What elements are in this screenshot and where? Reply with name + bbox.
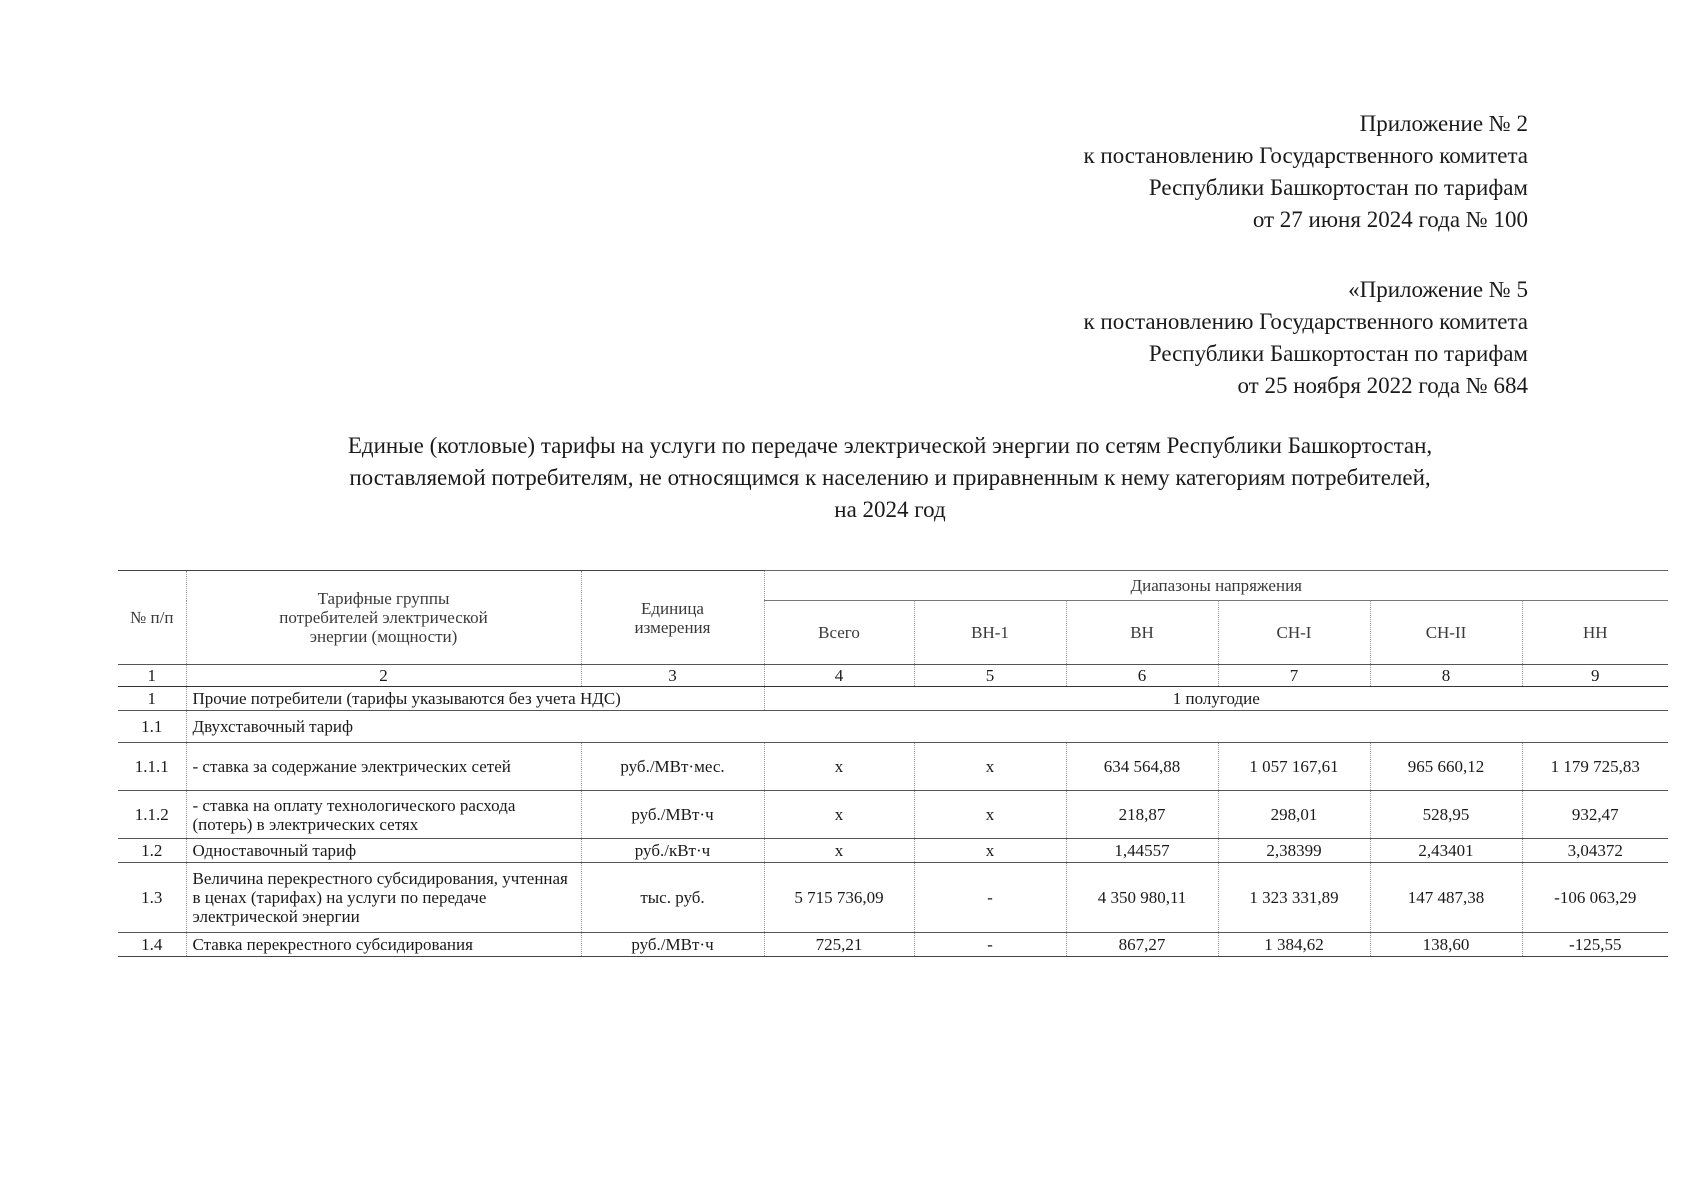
table-row	[118, 743, 1668, 791]
row-num: 1	[118, 687, 186, 711]
cell-vn1: х	[914, 743, 1066, 791]
cell-total: 725,21	[764, 933, 914, 957]
appendix-line: Приложение № 2	[1359, 111, 1528, 136]
cell-nn: 932,47	[1522, 791, 1668, 839]
cell-total: 5 715 736,09	[764, 863, 914, 933]
cell-sn2: 147 487,38	[1370, 863, 1522, 933]
cell-sn2: 2,43401	[1370, 839, 1522, 863]
cell-vn: 4 350 980,11	[1066, 863, 1218, 933]
table-row	[118, 839, 1668, 863]
appendix-line: Республики Башкортостан по тарифам	[1148, 341, 1528, 366]
section-label: Прочие потребители (тарифы указываются без учета НДС)	[186, 687, 764, 711]
appendix-line: к постановлению Государственного комитета	[1083, 309, 1528, 334]
row-num: 1.3	[118, 863, 186, 933]
column-number: 4	[764, 665, 914, 687]
column-number: 9	[1522, 665, 1668, 687]
column-number: 6	[1066, 665, 1218, 687]
cell-sn1: 298,01	[1218, 791, 1370, 839]
table-header-row	[118, 571, 1668, 601]
header-sn1: СН-I	[1218, 601, 1370, 665]
title-line: на 2024 год	[834, 497, 946, 522]
header-nn: НН	[1522, 601, 1668, 665]
cell-total: х	[764, 743, 914, 791]
table-row	[118, 791, 1668, 839]
header-sn2: СН-II	[1370, 601, 1522, 665]
row-num: 1.1.1	[118, 743, 186, 791]
column-number: 1	[118, 665, 186, 687]
cell-vn: 867,27	[1066, 933, 1218, 957]
document-title	[180, 430, 1600, 526]
header-num: № п/п	[118, 571, 186, 665]
cell-vn1: х	[914, 839, 1066, 863]
row-label: Величина перекрестного субсидирования, учтенная в ценах (тарифах) на услуги по передаче электрической энергии	[186, 863, 581, 933]
row-num: 1.4	[118, 933, 186, 957]
cell-sn1: 1 057 167,61	[1218, 743, 1370, 791]
cell-nn: -125,55	[1522, 933, 1668, 957]
column-number-row	[118, 665, 1668, 687]
appendix-line: к постановлению Государственного комитета	[1083, 143, 1528, 168]
table-row	[118, 933, 1668, 957]
cell-nn: -106 063,29	[1522, 863, 1668, 933]
header-consumer-groups: Тарифные группы потребителей электрической энергии (мощности)	[186, 571, 581, 665]
period-label: 1 полугодие	[764, 687, 1668, 711]
title-line: Единые (котловые) тарифы на услуги по передаче электрической энергии по сетям Республики Башкортостан,	[347, 433, 1433, 458]
row-num: 1.1	[118, 711, 186, 743]
header-vn: ВН	[1066, 601, 1218, 665]
cell-sn1: 1 384,62	[1218, 933, 1370, 957]
title-line: поставляемой потребителям, не относящимся к населению и приравненным к нему категориям потребителей,	[349, 465, 1431, 490]
column-number: 5	[914, 665, 1066, 687]
row-unit: руб./кВт·ч	[581, 839, 764, 863]
cell-vn1: х	[914, 791, 1066, 839]
cell-vn1: -	[914, 933, 1066, 957]
column-number: 3	[581, 665, 764, 687]
section-row	[118, 687, 1668, 711]
cell-vn: 218,87	[1066, 791, 1218, 839]
row-num: 1.2	[118, 839, 186, 863]
header-voltage-ranges: Диапазоны напряжения	[764, 571, 1668, 601]
cell-vn1: -	[914, 863, 1066, 933]
appendix-date-line: от 25 ноября 2022 года № 684	[1237, 373, 1528, 398]
cell-vn: 1,44557	[1066, 839, 1218, 863]
cell-sn2: 965 660,12	[1370, 743, 1522, 791]
row-unit: руб./МВт·мес.	[581, 743, 764, 791]
appendix-line: «Приложение № 5	[1348, 277, 1528, 302]
tariff-table	[118, 570, 1668, 957]
cell-sn2: 138,60	[1370, 933, 1522, 957]
cell-total: х	[764, 839, 914, 863]
column-number: 8	[1370, 665, 1522, 687]
row-label: - ставка за содержание электрических сетей	[186, 743, 581, 791]
row-unit: тыс. руб.	[581, 863, 764, 933]
row-unit: руб./МВт·ч	[581, 791, 764, 839]
cell-sn1: 1 323 331,89	[1218, 863, 1370, 933]
header-total: Всего	[764, 601, 914, 665]
appendix-header-amended	[1083, 274, 1528, 402]
column-number: 2	[186, 665, 581, 687]
header-unit: Единица измерения	[581, 571, 764, 665]
column-number: 7	[1218, 665, 1370, 687]
cell-sn2: 528,95	[1370, 791, 1522, 839]
row-label: Одноставочный тариф	[186, 839, 581, 863]
appendix-date-line: от 27 июня 2024 года № 100	[1252, 207, 1528, 232]
cell-nn: 3,04372	[1522, 839, 1668, 863]
appendix-header-current	[1083, 108, 1528, 236]
cell-sn1: 2,38399	[1218, 839, 1370, 863]
row-label: Ставка перекрестного субсидирования	[186, 933, 581, 957]
row-num: 1.1.2	[118, 791, 186, 839]
subsection-label: Двухставочный тариф	[186, 711, 1668, 743]
row-label: - ставка на оплату технологического расхода (потерь) в электрических сетях	[186, 791, 581, 839]
cell-vn: 634 564,88	[1066, 743, 1218, 791]
header-vn1: ВН-1	[914, 601, 1066, 665]
table-row	[118, 863, 1668, 933]
cell-nn: 1 179 725,83	[1522, 743, 1668, 791]
cell-total: х	[764, 791, 914, 839]
subsection-row	[118, 711, 1668, 743]
appendix-line: Республики Башкортостан по тарифам	[1148, 175, 1528, 200]
row-unit: руб./МВт·ч	[581, 933, 764, 957]
